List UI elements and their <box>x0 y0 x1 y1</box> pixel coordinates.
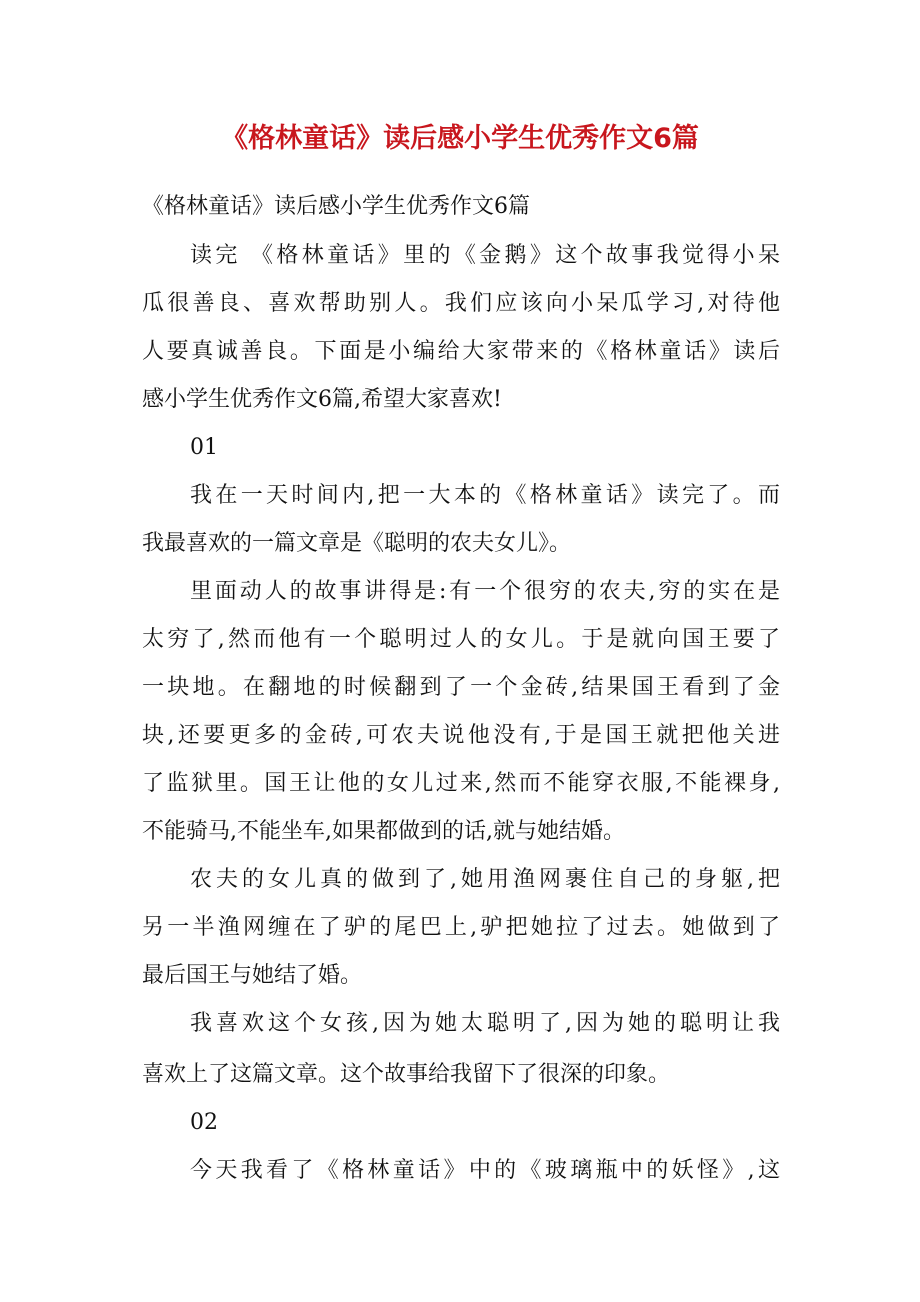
text-line: 了监狱里。国王让他的女儿过来,然而不能穿衣服,不能裸身, <box>142 771 780 796</box>
text-line: 农夫的女儿真的做到了,她用渔网裹住自己的身躯,把 <box>190 867 780 892</box>
text-line: 喜欢上了这篇文章。这个故事给我留下了很深的印象。 <box>142 1062 671 1087</box>
text-line: 我在一天时间内,把一大本的《格林童话》读完了。而 <box>190 483 780 508</box>
text-line: 不能骑马,不能坐车,如果都做到的话,就与她结婚。 <box>142 819 625 844</box>
text-line: 01 <box>190 435 218 460</box>
text-line: 人要真诚善良。下面是小编给大家带来的《格林童话》读后 <box>142 339 780 364</box>
document-title: 《格林童话》读后感小学生优秀作文6篇 <box>221 123 699 154</box>
text-line: 瓜很善良、喜欢帮助别人。我们应该向小呆瓜学习,对待他 <box>142 291 780 316</box>
text-line: 感小学生优秀作文6篇,希望大家喜欢! <box>142 387 502 412</box>
text-line: 太穷了,然而他有一个聪明过人的女儿。于是就向国王要了 <box>142 627 780 652</box>
text-line: 《格林童话》读后感小学生优秀作文6篇 <box>142 194 530 219</box>
text-line: 今天我看了《格林童话》中的《玻璃瓶中的妖怪》,这 <box>190 1158 780 1183</box>
text-line: 我最喜欢的一篇文章是《聪明的农夫女儿》。 <box>142 531 572 556</box>
text-line: 我喜欢这个女孩,因为她太聪明了,因为她的聪明让我 <box>190 1011 780 1036</box>
text-line: 块,还要更多的金砖,可农夫说他没有,于是国王就把他关进 <box>142 723 780 748</box>
text-line: 里面动人的故事讲得是:有一个很穷的农夫,穷的实在是 <box>190 579 780 604</box>
text-line: 一块地。在翻地的时候翻到了一个金砖,结果国王看到了金 <box>142 675 780 700</box>
text-line: 另一半渔网缠在了驴的尾巴上,驴把她拉了过去。她做到了 <box>142 915 780 940</box>
text-line: 读完 《格林童话》里的《金鹅》这个故事我觉得小呆 <box>190 243 780 268</box>
text-line: 最后国王与她结了婚。 <box>142 963 363 988</box>
text-line: 02 <box>190 1110 218 1135</box>
